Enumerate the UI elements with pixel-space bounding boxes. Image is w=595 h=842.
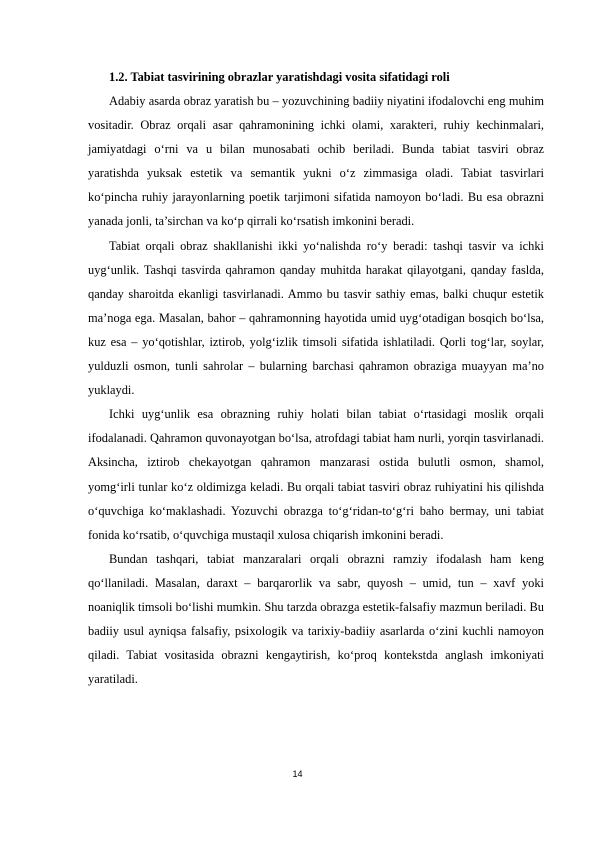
- paragraph-2: Tabiat orqali obraz shakllanishi ikki yo‘nalishda ro‘y beradi: tashqi tasvir va ichki uyg‘unlik. Tashqi tasvirda qahramon qanday muhitda harakat qilayotgani, qanday faslda, qanday sharoitda ekanligi tasvirlanadi. Ammo bu tasvir sathiy emas, balki chuqur estetik ma’noga ega. Masalan, bahor – qahramonning hayotida umid uyg‘otadigan bosqich bo‘lsa, kuz esa – yo‘qotishlar, iztirob, yolg‘izlik timsoli sifatida ishlatiladi. Qorli tog‘lar, soylar, yulduzli osmon, tunli sahrolar – bularning barchasi qahramon obraziga muayyan ma’no yuklaydi.: [88, 238, 544, 398]
- section-heading: 1.2. Tabiat tasvirining obrazlar yaratishdagi vosita sifatidagi roli: [109, 70, 450, 84]
- paragraph-4: Bundan tashqari, tabiat manzaralari orqali obrazni ramziy ifodalash ham keng qo‘llaniladi. Masalan, daraxt – barqarorlik va sabr, quyosh – umid, tun – xavf yoki noaniqlik timsoli bo‘lishi mumkin. Shu tarzda obrazga estetik-falsafiy mazmun beriladi. Bu badiiy usul ayniqsa falsafiy, psixologik va tarixiy-badiiy asarlarda o‘zini kuchli namoyon qiladi. Tabiat vositasida obrazni kengaytirish, ko‘proq kontekstda anglash imkoniyati yaratiladi.: [88, 551, 544, 687]
- paragraph-3: Ichki uyg‘unlik esa obrazning ruhiy holati bilan tabiat o‘rtasidagi moslik orqali ifodalanadi. Qahramon quvonayotgan bo‘lsa, atrofdagi tabiat ham nurli, yorqin tasvirlanadi. Aksincha, iztirob chekayotgan qahramon manzarasi ostida bulutli osmon, shamol, yomg‘irli tunlar ko‘z oldimizga keladi. Bu orqali tabiat tasviri obraz ruhiyatini his qilishda o‘quvchiga ko‘maklashadi. Yozuvchi obrazga to‘g‘ridan-to‘g‘ri baho bermay, uni tabiat fonida ko‘rsatib, o‘quvchiga mustaqil xulosa chiqarish imkonini beradi.: [88, 407, 544, 542]
- document-page: [88, 66, 544, 691]
- paragraph-1: Adabiy asarda obraz yaratish bu – yozuvchining badiiy niyatini ifodalovchi eng muhim vositadir. Obraz orqali asar qahramonining ichki olami, xarakteri, ruhiy kechinmalari, jamiyatdagi o‘rni va u bilan munosabati ochib beriladi. Bunda tabiat tasviri obraz yaratishda yuksak estetik va semantik yukni o‘z zimmasiga oladi. Tabiat tasvirlari ko‘pincha ruhiy jarayonlarning poetik tarjimoni sifatida namoyon bo‘ladi. Bu esa obrazni yanada jonli, ta’sirchan va ko‘p qirrali ko‘rsatish imkonini beradi.: [88, 94, 544, 229]
- page-number: 14: [292, 769, 303, 779]
